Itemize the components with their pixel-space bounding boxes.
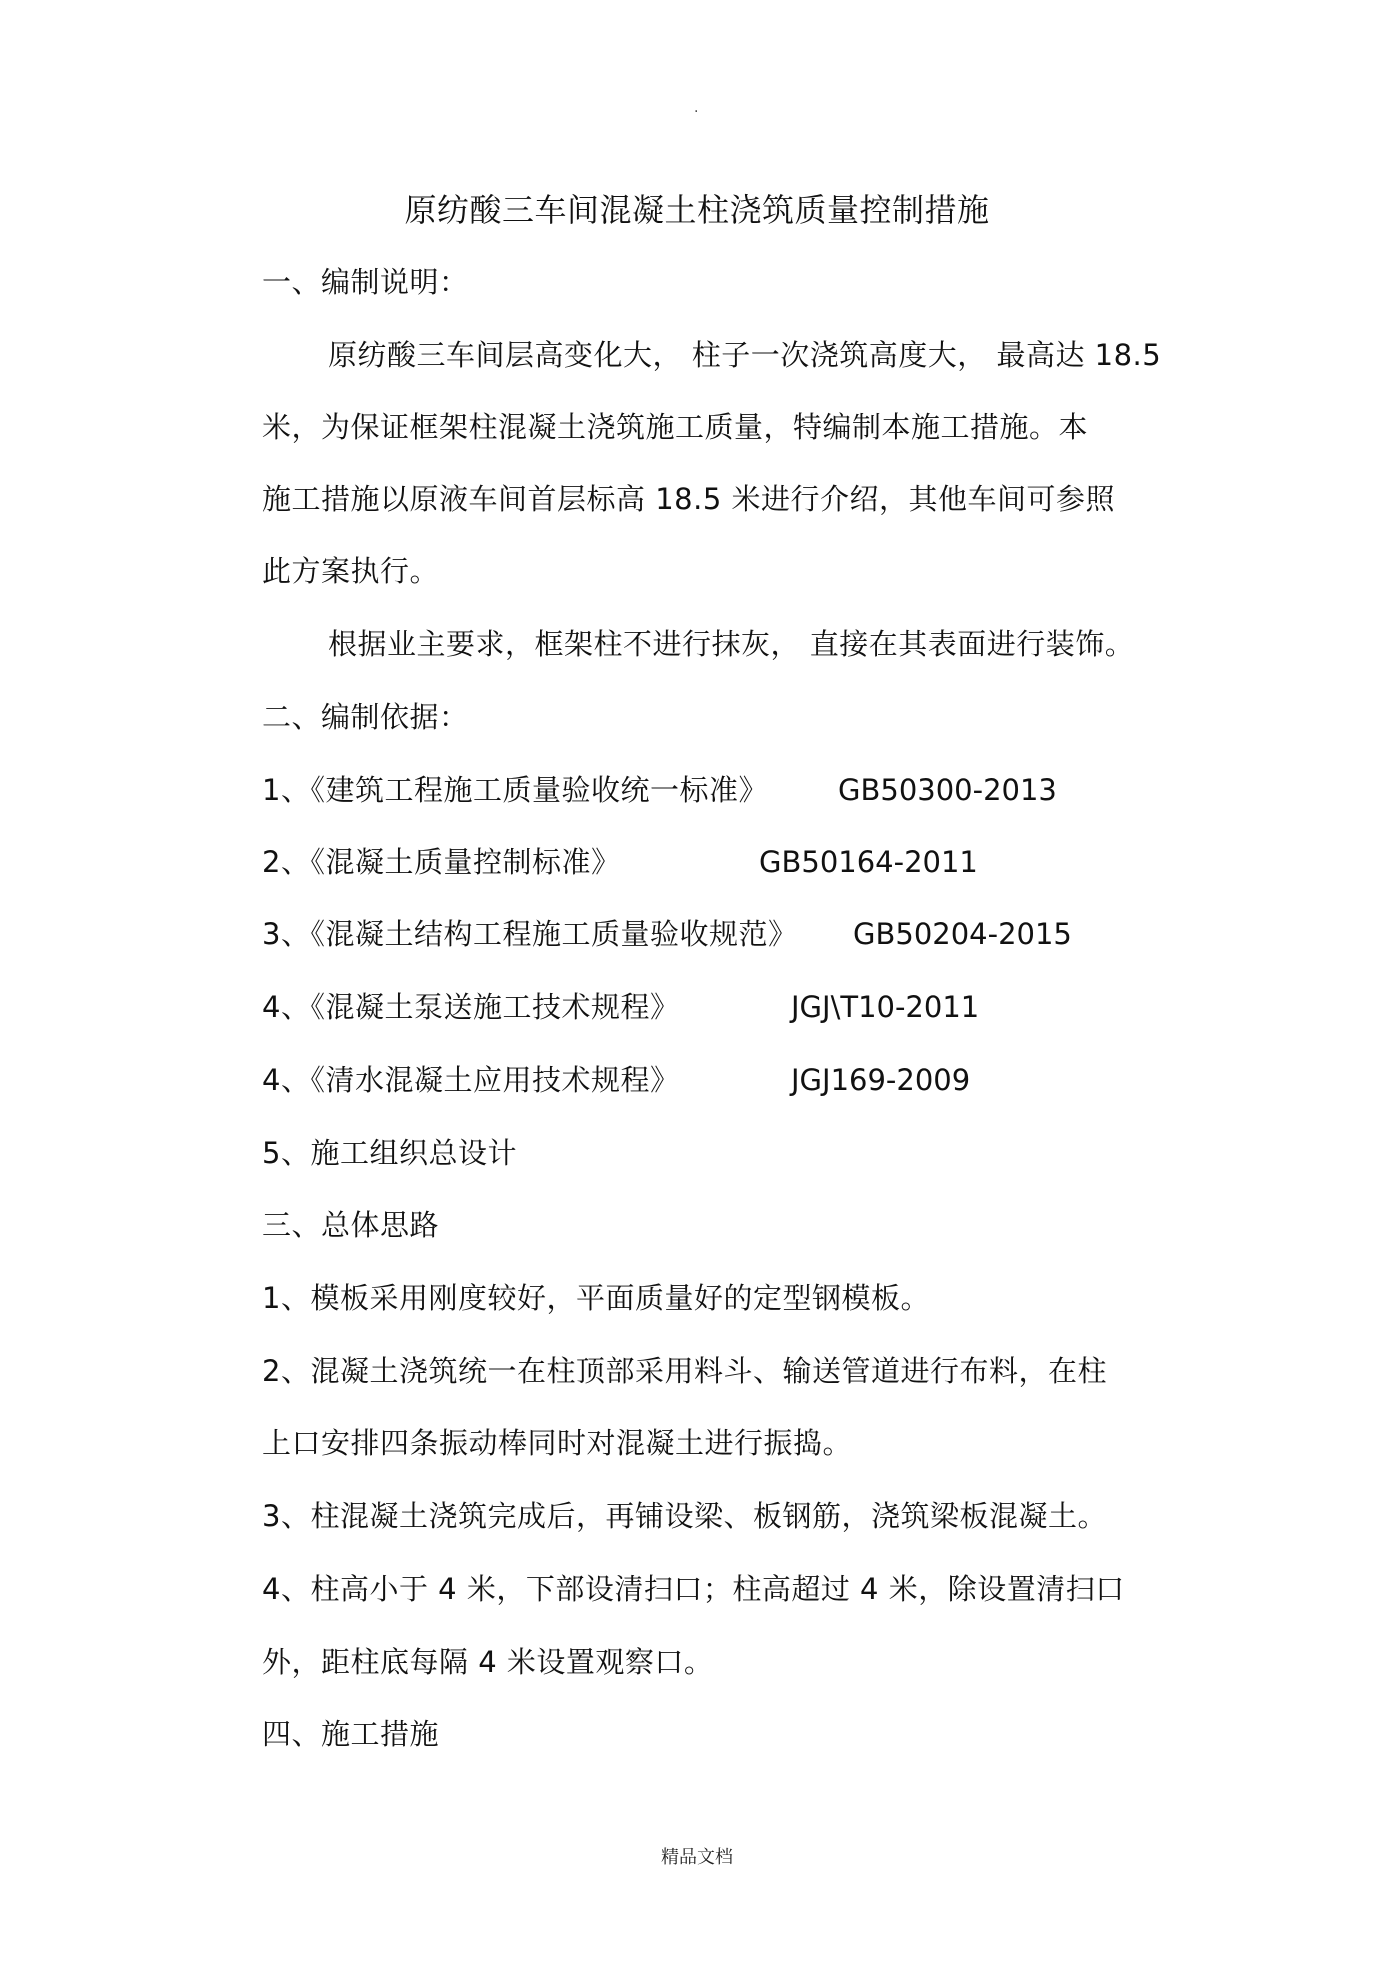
paragraph-1-line-2: 米，为保证框架柱混凝土浇筑施工质量，特编制本施工措施。本 [262,410,1089,444]
document-title: 原纺酸三车间混凝土柱浇筑质量控制措施 [404,191,990,229]
approach-item-3: 3、柱混凝土浇筑完成后，再铺设梁、板钢筋，浇筑梁板混凝土。 [262,1499,1107,1533]
approach-item-2-line-2: 上口安排四条振动棒同时对混凝土进行振捣。 [262,1426,853,1460]
reference-4-code: JGJ\T10-2011 [791,990,980,1024]
approach-item-4-line-2: 外，距柱底每隔 4 米设置观察口。 [262,1645,714,1679]
reference-item-5: 5、施工组织总设计 [262,1136,517,1170]
reference-1-code: GB50300-2013 [838,773,1057,807]
approach-item-1: 1、模板采用刚度较好，平面质量好的定型钢模板。 [262,1281,930,1315]
paragraph-1-line-3: 施工措施以原液车间首层标高 18.5 米进行介绍，其他车间可参照 [262,482,1116,516]
reference-2-code: GB50164-2011 [759,845,978,879]
reference-2-title: 2、《混凝土质量控制标准》 [262,845,621,879]
paragraph-2: 根据业主要求，框架柱不进行抹灰， 直接在其表面进行装饰。 [328,627,1135,661]
paragraph-1-line-4: 此方案执行。 [262,554,440,588]
reference-3-code: GB50204-2015 [853,917,1072,951]
reference-5-code: JGJ169-2009 [791,1063,971,1097]
section-3-heading: 三、总体思路 [262,1208,440,1242]
paragraph-1-line-1: 原纺酸三车间层高变化大， 柱子一次浇筑高度大， 最高达 18.5 [328,338,1162,372]
reference-1-title: 1、《建筑工程施工质量验收统一标准》 [262,773,768,807]
section-2-heading: 二、编制依据： [262,700,469,734]
header-mark: . [694,100,699,116]
section-4-heading: 四、施工措施 [262,1717,440,1751]
reference-3-title: 3、《混凝土结构工程施工质量验收规范》 [262,917,798,951]
approach-item-2-line-1: 2、混凝土浇筑统一在柱顶部采用料斗、输送管道进行布料，在柱 [262,1354,1107,1388]
section-1-heading: 一、编制说明： [262,265,469,299]
page-footer: 精品文档 [661,1847,733,1868]
reference-5-title: 4、《清水混凝土应用技术规程》 [262,1063,680,1097]
approach-item-4-line-1: 4、柱高小于 4 米，下部设清扫口；柱高超过 4 米，除设置清扫口 [262,1572,1125,1606]
reference-4-title: 4、《混凝土泵送施工技术规程》 [262,990,680,1024]
